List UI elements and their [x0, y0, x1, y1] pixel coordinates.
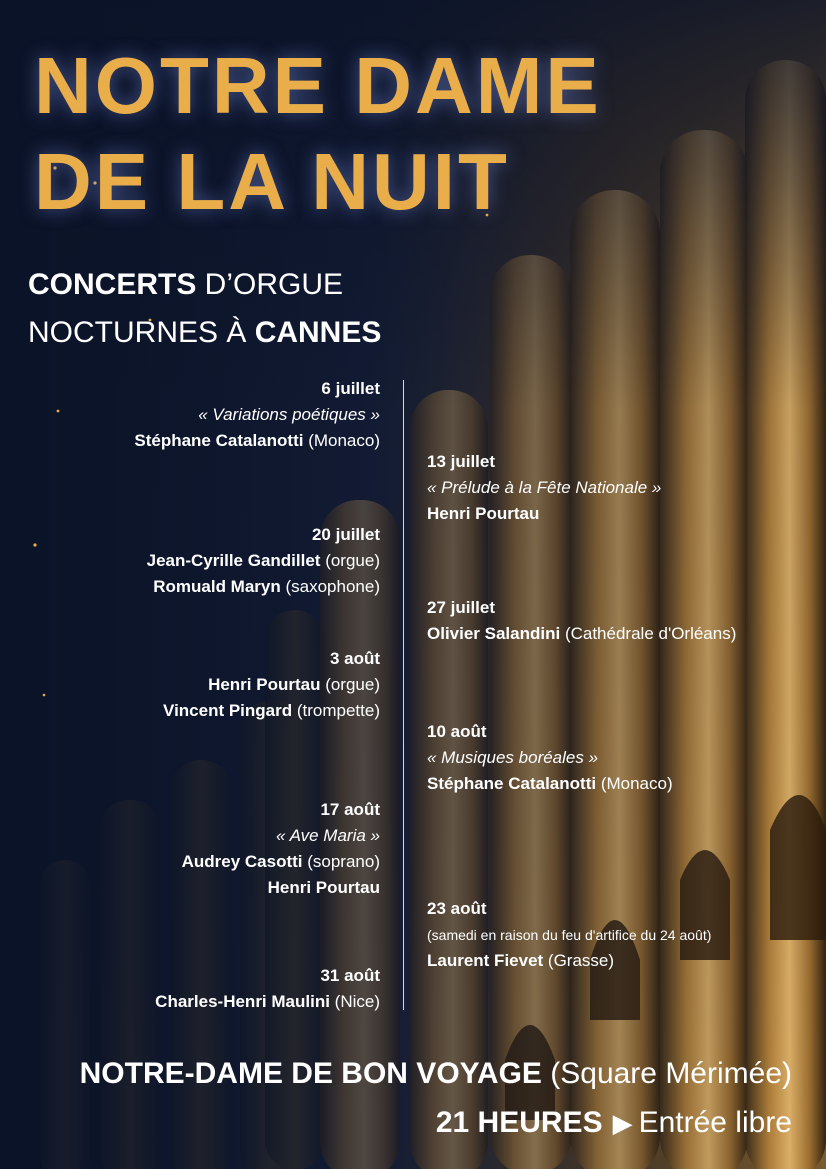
- event-date: 10 août: [427, 722, 487, 741]
- performer-line: [147, 548, 380, 574]
- event-10-aout: [427, 719, 673, 797]
- event-31-aout: [155, 963, 380, 1015]
- subtitle-line-1: [28, 270, 343, 300]
- subtitle-dorgue: D’ORGUE: [196, 268, 344, 301]
- performer-name: Audrey Casotti: [181, 852, 303, 871]
- performer-name: Laurent Fievet: [427, 951, 544, 970]
- entry-info: Entrée libre: [638, 1106, 792, 1139]
- event-27-juillet: [427, 595, 736, 647]
- event-date: 17 août: [320, 800, 380, 819]
- performer-line: [163, 672, 380, 698]
- performer-note: (saxophone): [280, 577, 380, 596]
- subtitle-concerts: CONCERTS: [28, 268, 197, 301]
- concert-time: 21 HEURES: [435, 1106, 603, 1139]
- performer-name: Vincent Pingard: [163, 701, 293, 720]
- event-program: « Musiques boréales »: [427, 748, 599, 767]
- event-date: 6 juillet: [321, 379, 380, 398]
- venue-name: NOTRE-DAME DE BON VOYAGE: [79, 1057, 542, 1090]
- event-date: 20 juillet: [311, 525, 380, 544]
- subtitle-line-2: [28, 318, 381, 348]
- performer-note: (Cathédrale d'Orléans): [560, 624, 737, 643]
- event-date: 31 août: [320, 966, 380, 985]
- performer-note: (Monaco): [596, 774, 673, 793]
- event-date: 13 juillet: [427, 452, 496, 471]
- performer-line: [134, 428, 380, 454]
- performer-note: (orgue): [320, 551, 380, 570]
- performer-line: [427, 501, 661, 527]
- performer-line: [155, 989, 380, 1015]
- performer-name: Stéphane Catalanotti: [427, 774, 597, 793]
- performer-note: (trompette): [292, 701, 380, 720]
- performer-name: Jean-Cyrille Gandillet: [146, 551, 321, 570]
- performer-name: Henri Pourtau: [427, 504, 540, 523]
- performer-name: Henri Pourtau: [208, 675, 321, 694]
- performer-name: Charles-Henri Maulini: [155, 992, 330, 1011]
- event-6-juillet: [134, 376, 380, 454]
- performer-note: (soprano): [302, 852, 380, 871]
- performer-line: [427, 948, 711, 974]
- subtitle-nocturnes: NOCTURNES À: [28, 316, 255, 349]
- event-20-juillet: [147, 522, 380, 600]
- subtitle-cannes: CANNES: [254, 316, 382, 349]
- performer-line: [163, 698, 380, 724]
- performer-name: Olivier Salandini: [427, 624, 561, 643]
- performer-note: (Grasse): [543, 951, 615, 970]
- performer-name: Romuald Maryn: [153, 577, 281, 596]
- event-program: « Variations poétiques »: [198, 405, 380, 424]
- event-date: 3 août: [329, 649, 380, 668]
- performer-note: (orgue): [320, 675, 380, 694]
- event-program: « Ave Maria »: [276, 826, 380, 845]
- event-date: 23 août: [427, 899, 487, 918]
- event-program: « Prélude à la Fête Nationale »: [427, 478, 662, 497]
- event-23-aout: [427, 896, 711, 974]
- event-extra-note: (samedi en raison du feu d'artifice du 24 août): [427, 927, 712, 943]
- time-line: [436, 1106, 792, 1140]
- poster-title-line-1: NOTRE DAME: [34, 41, 602, 130]
- performer-line: [182, 849, 380, 875]
- poster-title-line-2: DE LA NUIT: [34, 137, 510, 226]
- performer-note: (Nice): [329, 992, 380, 1011]
- performer-name: Henri Pourtau: [267, 878, 380, 897]
- play-triangle-icon: ▶: [612, 1108, 633, 1138]
- event-17-aout: [182, 797, 380, 901]
- event-date: 27 juillet: [427, 598, 496, 617]
- event-3-aout: [163, 646, 380, 724]
- schedule-divider: [403, 380, 404, 1010]
- performer-note: (Monaco): [303, 431, 380, 450]
- venue-location: (Square Mérimée): [541, 1057, 792, 1090]
- performer-line: [427, 621, 736, 647]
- performer-line: [427, 771, 673, 797]
- performer-name: Stéphane Catalanotti: [134, 431, 304, 450]
- event-13-juillet: [427, 449, 661, 527]
- performer-line: [147, 574, 380, 600]
- performer-line: [182, 875, 380, 901]
- venue-line: [80, 1057, 792, 1091]
